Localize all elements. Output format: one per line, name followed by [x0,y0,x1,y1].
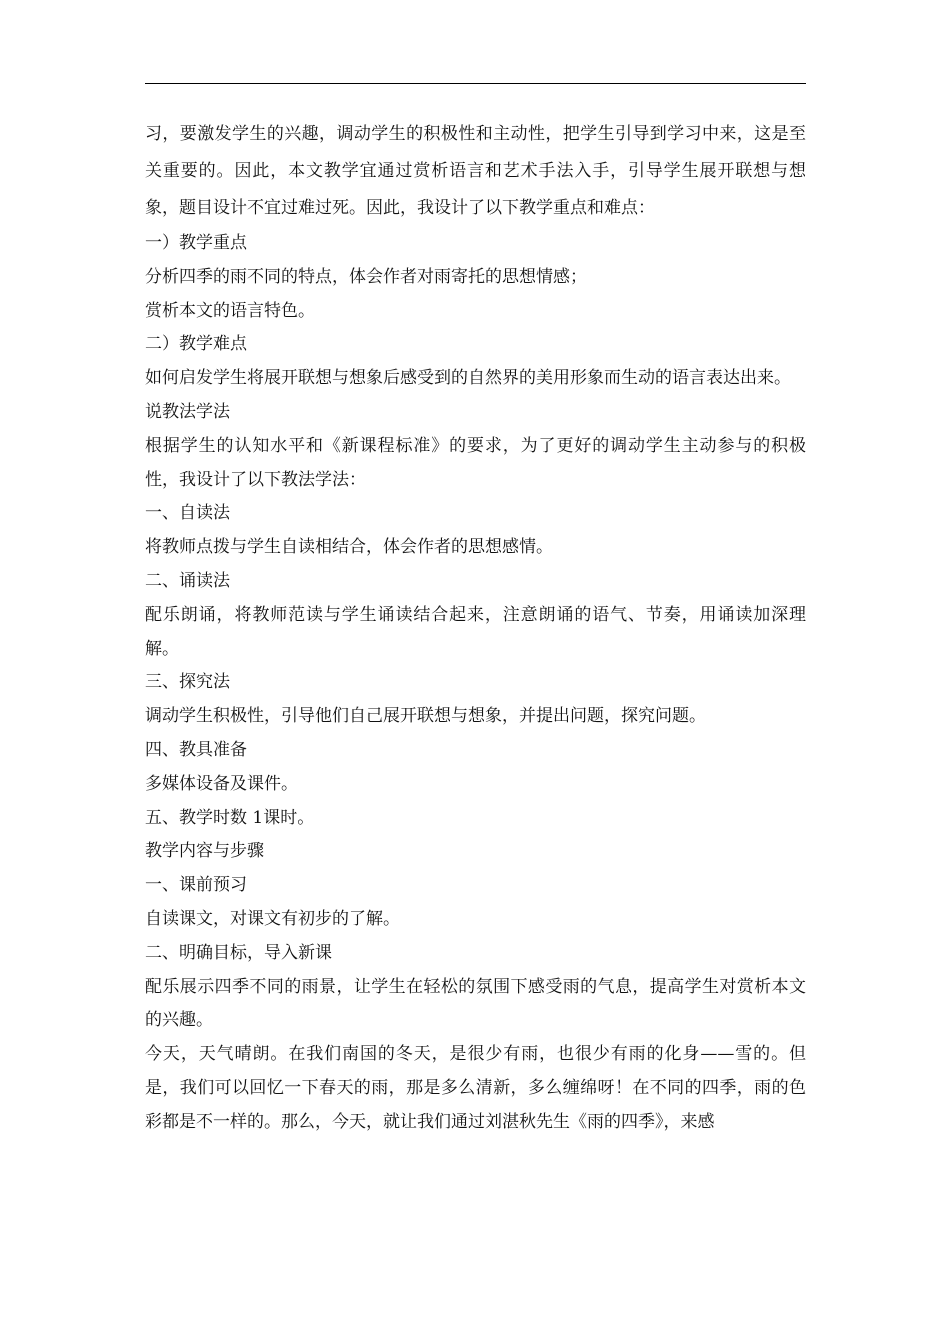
paragraph: 分析四季的雨不同的特点，体会作者对雨寄托的思想情感； [145,266,587,287]
paragraph: 根据学生的认知水平和《新课程标准》的要求，为了更好的调动学生主动参与的积极性，我设计了以下教法学法： [145,435,806,490]
paragraph: 配乐朗诵，将教师范读与学生诵读结合起来，注意朗诵的语气、节奏，用诵读加深理解。 [145,604,806,659]
heading-teaching-focus: 一）教学重点 [145,233,247,253]
document-body [145,116,806,1140]
paragraph-intro: 习，要激发学生的兴趣，调动学生的积极性和主动性，把学生引导到学习中来，这是至关重要的。因此，本文教学宜通过赏析语言和艺术手法入手，引导学生展开联想与想象，题目设计不宜过难过死。因此，我设计了以下教学重点和难点： [145,124,806,218]
paragraph: 将教师点拨与学生自读相结合，体会作者的思想感情。 [145,537,553,558]
heading-self-reading: 一、自读法 [145,503,230,524]
paragraph: 今天，天气晴朗。在我们南国的冬天，是很少有雨，也很少有雨的化身——雪的。但是，我们可以回忆一下春天的雨，那是多么清新，多么缠绵呀！在不同的四季，雨的色彩都是不一样的。那么，今天，就让我们通过刘湛秋先生《雨的四季》，来感 [145,1044,806,1132]
paragraph: 调动学生积极性，引导他们自己展开联想与想象，并提出问题，探究问题。 [145,706,706,727]
header-rule [145,83,806,84]
heading-recitation: 二、诵读法 [145,570,230,591]
heading-objectives: 二、明确目标，导入新课 [145,942,332,963]
heading-teaching-difficulty: 二）教学难点 [145,334,247,355]
paragraph: 自读课文，对课文有初步的了解。 [145,908,400,929]
heading-content-steps: 教学内容与步骤 [145,841,264,862]
paragraph: 多媒体设备及课件。 [145,773,298,794]
paragraph: 配乐展示四季不同的雨景，让学生在轻松的氛围下感受雨的气息，提高学生对赏析本文的兴趣。 [145,976,806,1031]
paragraph: 赏析本文的语言特色。 [145,300,315,321]
heading-class-hours: 五、教学时数 1课时。 [145,807,315,828]
heading-preview: 一、课前预习 [145,875,247,896]
heading-inquiry: 三、探究法 [145,672,230,693]
paragraph: 如何启发学生将展开联想与想象后感受到的自然界的美用形象而生动的语言表达出来。 [145,368,791,389]
heading-teaching-aids: 四、教具准备 [145,739,247,760]
heading-methods: 说教法学法 [145,401,230,422]
